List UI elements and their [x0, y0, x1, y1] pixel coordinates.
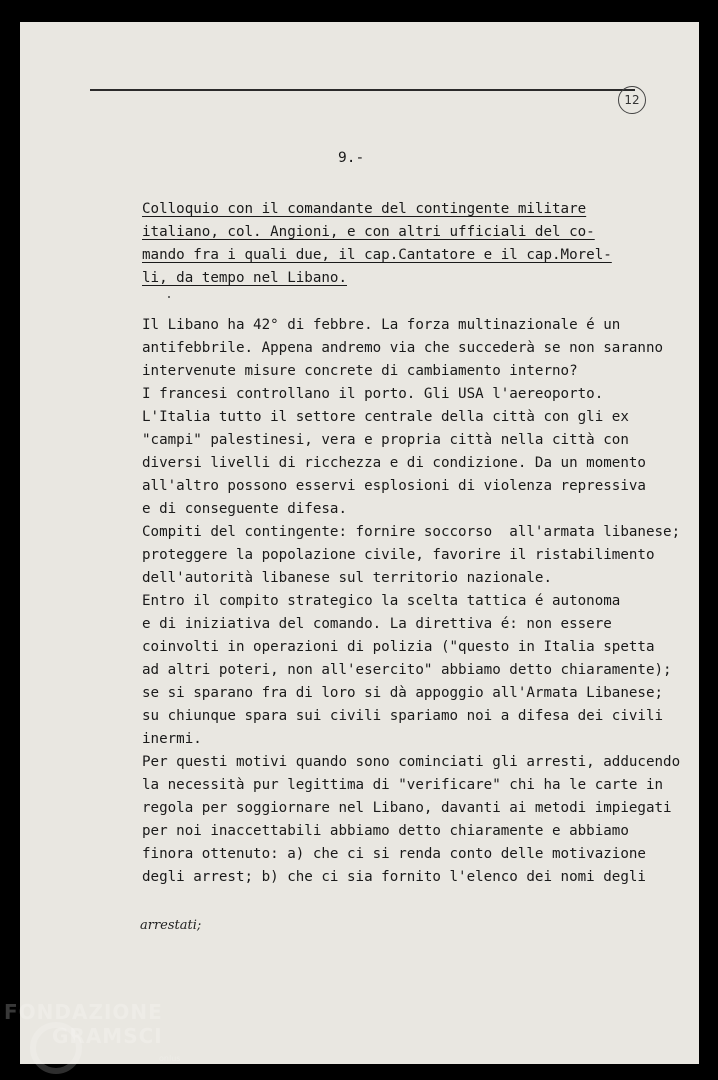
body-line: per noi inaccettabili abbiamo detto chiaramente e abbiamo [142, 823, 629, 839]
body-line: all'altro possono esservi esplosioni di violenza repressiva [142, 478, 646, 494]
body-line: degli arrest; b) che ci sia fornito l'elenco dei nomi degli [142, 869, 646, 885]
body-line: dell'autorità libanese sul territorio nazionale. [142, 570, 552, 586]
logo-line3: onlus [159, 1054, 181, 1063]
ink-dot [168, 296, 170, 298]
watermark-logo [4, 1000, 181, 1063]
body-line: proteggere la popolazione civile, favorire il ristabilimento [142, 547, 655, 563]
body-line: e di conseguente difesa. [142, 501, 347, 517]
document-page [20, 22, 699, 1064]
body-line: coinvolti in operazioni di polizia ("questo in Italia spetta [142, 639, 655, 655]
body-line: L'Italia tutto il settore centrale della città con gli ex [142, 409, 629, 425]
body-line: su chiunque spara sui civili spariamo noi a difesa dei civili [142, 708, 664, 724]
body-line: Entro il compito strategico la scelta tattica é autonoma [142, 593, 621, 609]
body-line: se si sparano fra di loro si dà appoggio all'Armata Libanese; [142, 685, 664, 701]
body-line: "campi" palestinesi, vera e propria città nella città con [142, 432, 629, 448]
body-line: Il Libano ha 42° di febbre. La forza multinazionale é un [142, 317, 621, 333]
folio-number: 12 [618, 86, 646, 114]
body-line: regola per soggiornare nel Libano, davanti ai metodi impiegati [142, 800, 672, 816]
heading-line: li, da tempo nel Libano. [142, 270, 347, 286]
logo-line1: FONDAZIONE [4, 1000, 163, 1024]
body-line: antifebbrile. Appena andremo via che succederà se non saranno [142, 340, 664, 356]
heading-line: italiano, col. Angioni, e con altri ufficiali del co- [142, 224, 595, 240]
body-line: Per questi motivi quando sono cominciati gli arresti, adducendo [142, 754, 681, 770]
heading-line: Colloquio con il comandante del contingente militare [142, 201, 587, 217]
body-line: I francesi controllano il porto. Gli USA l'aereoporto. [142, 386, 604, 402]
handwritten-note: arrestati; [140, 918, 202, 933]
heading-block [142, 198, 662, 290]
heading-line: mando fra i quali due, il cap.Cantatore e il cap.Morel- [142, 247, 612, 263]
body-line: e di iniziativa del comando. La direttiva é: non essere [142, 616, 612, 632]
body-line: inermi. [142, 731, 202, 747]
body-line: ad altri poteri, non all'esercito" abbiamo detto chiaramente); [142, 662, 672, 678]
body-text [142, 314, 687, 889]
page-number: 9.- [338, 150, 365, 166]
logo-line2: GRAMSCI [52, 1024, 163, 1048]
body-line: la necessità pur legittima di "verificare" chi ha le carte in [142, 777, 664, 793]
body-line: Compiti del contingente: fornire soccorso all'armata libanese; [142, 524, 681, 540]
top-rule [90, 89, 635, 91]
body-line: intervenute misure concrete di cambiamento interno? [142, 363, 578, 379]
body-line: diversi livelli di ricchezza e di condizione. Da un momento [142, 455, 646, 471]
body-line: finora ottenuto: a) che ci si renda conto delle motivazione [142, 846, 646, 862]
